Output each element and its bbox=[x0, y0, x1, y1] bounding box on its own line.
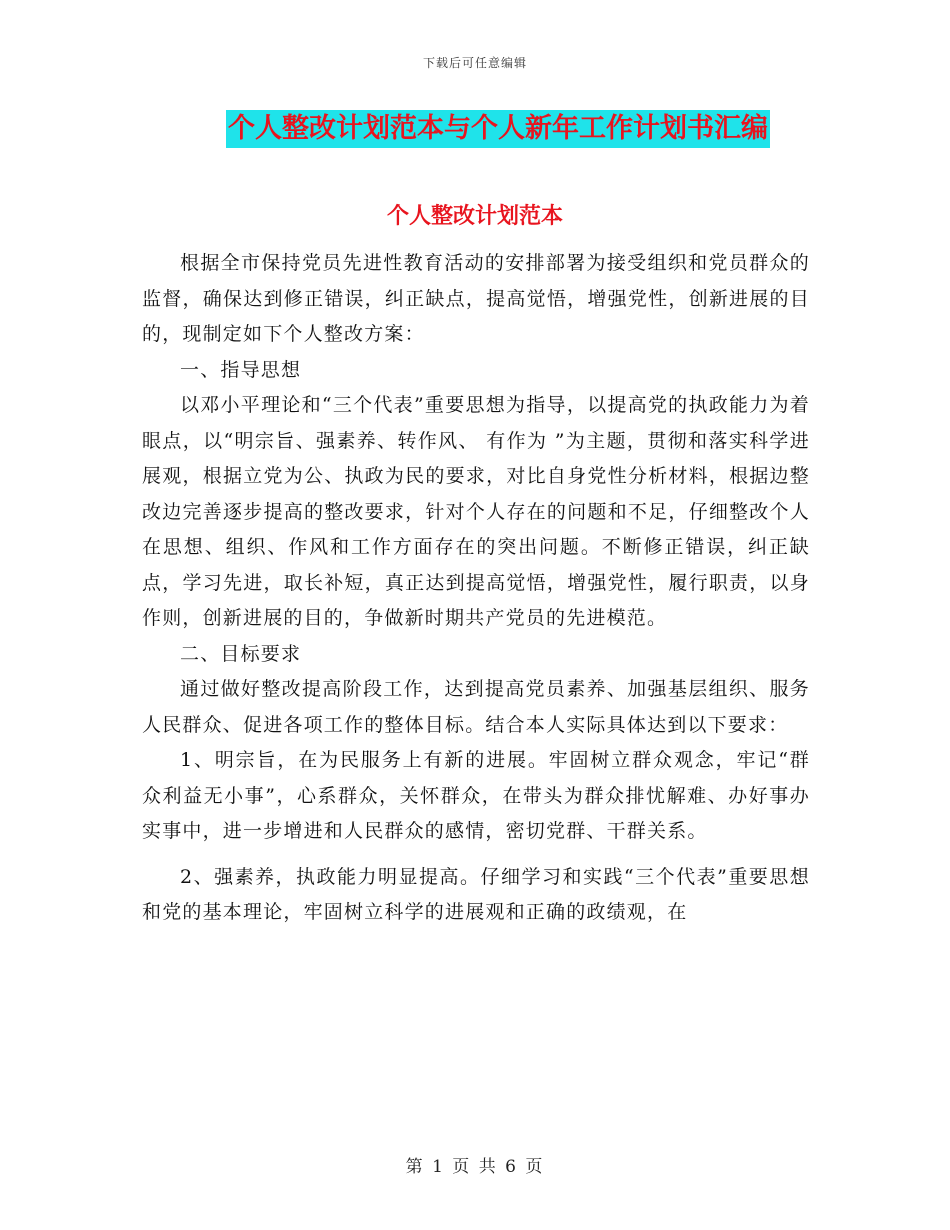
heading-guiding-ideology: 一、指导思想 bbox=[180, 358, 302, 381]
guiding-ideology-paragraph: 以邓小平理论和“三个代表”重要思想为指导，以提高党的执政能力为着眼点，以“明宗旨、强素养、转作风、 有作为 ”为主题，贯彻和落实科学进展观，根据立党为公、执政为民的要求，对比自身党性分析材料，根据边整改边完善逐步提高的整改要求，针对个人存在的问题和不足，仔细整改个人在思想、组织、作风和工作方面存在的突出问题。不断修正错误，纠正缺点，学习先进，取长补短，真正达到提高觉悟，增强党性，履行职责，以身作则，创新进展的目的，争做新时期共产党员的先进模范。 bbox=[142, 394, 810, 629]
document-title: 个人整改计划范本与个人新年工作计划书汇编 bbox=[226, 110, 770, 148]
page-number-footer: 第 1 页 共 6 页 bbox=[405, 1157, 545, 1177]
document-title-container bbox=[0, 110, 950, 148]
heading-goals: 二、目标要求 bbox=[180, 642, 302, 665]
goal-item-1: 1、明宗旨，在为民服务上有新的进展。牢固树立群众观念，牢记“群众利益无小事”，心系群众，关怀群众，在带头为群众排忧解难、办好事办实事中，进一步增进和人民群众的感情，密切党群、干群关系。 bbox=[142, 749, 810, 842]
goals-paragraph: 通过做好整改提高阶段工作，达到提高党员素养、加强基层组织、服务人民群众、促进各项工作的整体目标。结合本人实际具体达到以下要求： bbox=[142, 678, 810, 736]
intro-paragraph: 根据全市保持党员先进性教育活动的安排部署为接受组织和党员群众的监督，确保达到修正错误，纠正缺点，提高觉悟，增强党性，创新进展的目的，现制定如下个人整改方案： bbox=[142, 252, 810, 345]
document-body bbox=[142, 246, 810, 931]
section-title: 个人整改计划范本 bbox=[386, 204, 563, 229]
goal-item-2: 2、强素养，执政能力明显提高。仔细学习和实践“三个代表”重要思想和党的基本理论，牢固树立科学的进展观和正确的政绩观，在 bbox=[142, 865, 810, 923]
header-note: 下载后可任意编辑 bbox=[422, 56, 527, 70]
